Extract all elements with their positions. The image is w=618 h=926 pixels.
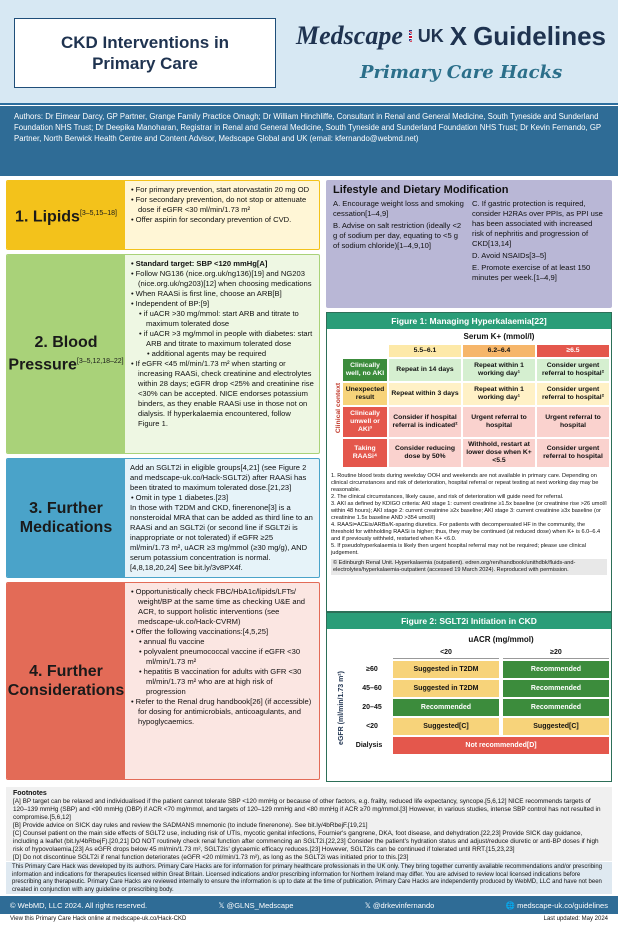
figure-1-hyperkalaemia — [326, 312, 612, 612]
egfr-label: eGFR (ml/min/1.73 m²) — [337, 671, 345, 745]
meds-content — [125, 459, 319, 577]
list-item: • if uACR >30 mg/mmol: start ARB and titrate to maximum tolerated dose — [146, 309, 314, 329]
lifestyle-item: B. Advise on salt restriction (ideally <2 g of sodium per day, equating to <5 g of sodium chloride)[1–4,9,10] — [333, 221, 462, 250]
logo-x: X — [449, 20, 468, 51]
table-cell: Repeat within 3 days — [389, 383, 461, 405]
section-further-medications — [6, 458, 320, 578]
header — [0, 0, 618, 105]
credit: © Edinburgh Renal Unit. Hyperkalaemia (outpatient). edren.org/ren/handbook/unithdbk/fluids-and-electrolytes/hyperkalaemia-outpatient (accessed 19 March 2024). Reproduced with permission. — [331, 559, 607, 575]
section-lipids — [6, 180, 320, 250]
table-cell: Consider urgent referral to hospital² — [537, 383, 609, 405]
table-cell: Suggested[C] — [393, 718, 499, 735]
row-label: Clinically well, no AKI — [343, 359, 387, 381]
col-header: ≥20 — [503, 647, 609, 659]
note: 1. Routine blood tests during weekday OOH and weekends are not available in primary care. Depending on clinical circumstances and risk of deterioration, hospital referral or repeat testing at next working day may be reasonable. — [331, 473, 599, 493]
footnote: [B] Provide advice on SICK day rules and review the SADMANS mnemonic (to include finerenone). See bit.ly/4bRbejF.[19,21] — [13, 822, 368, 829]
lifestyle-item: E. Promote exercise of at least 150 minutes per week.[1–4,9] — [472, 263, 591, 282]
list-item: • Independent of BP:[9] — [138, 299, 314, 309]
uacr-header: uACR (mg/mmol) — [468, 634, 534, 644]
bp-label: 2. Blood Pressure[3–5,12,18–22] — [7, 255, 125, 453]
row-label: Unexpected result — [343, 383, 387, 405]
title-line-1: CKD Interventions in — [60, 33, 230, 52]
table-cell: Repeat in 14 days — [389, 359, 461, 381]
meds-label: 3. Further Medications — [7, 459, 125, 577]
last-updated: Last updated: May 2024 — [543, 916, 608, 922]
lifestyle-item: A. Encourage weight loss and smoking cessation[1–4,9] — [333, 199, 464, 218]
list-item: • If eGFR <45 ml/min/1.73 m² when starting or increasing RAASi, check creatinine and electrolytes within 28 days; eGFR drop <25% and creatinine rise <30% can be accepted. NICE endorses potassium binders, as they enable RAASi use in those not on dialysis. If hyperkalaemia encountered, follow Figure 1. — [138, 359, 314, 429]
meds-paragraph-1: Add an SGLT2i in eligible groups[4,21] (see Figure 2 and medscape-uk.co/Hack-SGLT2i) after RAASi has been titrated to maximum tolerated dose.[21,23] — [130, 463, 307, 492]
meds-paragraph-2: In those with T2DM and CKD, finerenone[3] is a nonsteroidal MRA that can be added as third line to an RAASi and an SGLT2i (or second line if SGLT2i is inappropriate or not tolerated) if eGFR ≥25 ml/min/1.73 m², uACR ≥3 mg/mmol (≥30 mg/g), AND serum potassium concentration is normal.[4,8,18,20,24] See bit.ly/3v8PX4f. — [130, 503, 313, 572]
footer — [0, 914, 618, 926]
footnotes — [6, 787, 612, 861]
clinical-context-label: Clinical context — [335, 382, 342, 434]
twitter-link-2[interactable]: 𝕏 @drkevinfernando — [364, 900, 435, 910]
table-cell: Consider urgent referral to hospital — [537, 439, 609, 467]
note: 3. AKI as defined by KDIGO criteria: AKI stage 1: current creatinine ≥1.5x baseline (or creatinine rise >26 umol/l within 48 hours); AKI stage 2: current creatinine ≥2x baseline; AKI stage 3: current creatinine ≥3x baseline (or creatinine 1.5x baseline AND >354 umol/l) — [331, 501, 607, 521]
title-line-2: Primary Care — [92, 54, 198, 73]
table-cell: Repeat within 1 working day¹ — [463, 359, 535, 381]
logo-medscape: Medscape — [296, 21, 403, 50]
uk-flag-icon — [409, 30, 412, 42]
row-label: 45–60 — [362, 685, 382, 692]
list-item: • Refer to the Renal drug handbook[26] (if accessible) for dosing for antimicrobials, anticoagulants, and hypoglycaemics. — [138, 697, 314, 727]
table-cell: Consider urgent referral to hospital² — [537, 359, 609, 381]
note: 5. If pseudohyperkalaemia is likely then urgent hospital referral may not be required; please use clinical judgement. — [331, 543, 586, 556]
list-item: • hepatitis B vaccination for adults with GFR <30 ml/min/1.73 m² who are at high risk of progression — [146, 667, 314, 697]
list-item: • polyvalent pneumococcal vaccine if eGFR <30 ml/min/1.73 m² — [146, 647, 314, 667]
row-label: Dialysis — [355, 742, 383, 749]
table-cell: Recommended — [503, 661, 609, 678]
copyright: © WebMD, LLC 2024. All rights reserved. — [10, 900, 148, 910]
figure-2-title: Figure 2: SGLT2i Initiation in CKD — [327, 613, 611, 629]
lifestyle-box — [326, 180, 612, 308]
authors-bar: Authors: Dr Eimear Darcy, GP Partner, Grange Family Practice Omagh; Dr William Hinchliffe, Consultant in Renal and General Medicine, South Tyneside and Sunderland Foundation NHS Trust; Dr Deepika Manoharan, Registrar in Renal and General Medicine, South Tyneside and Sunderland Foundation NHS Trust; Dr Kevin Fernando, GP Partner, North Berwick Health Centre and Content Advisor, Medscape Global and UK (email: kfernando@webmd.net) — [0, 106, 618, 176]
section-blood-pressure — [6, 254, 320, 454]
table-cell: Suggested in T2DM — [393, 661, 499, 678]
list-item: • if uACR >3 mg/mmol in people with diabetes: start ARB and titrate to maximum tolerated dose — [146, 329, 314, 349]
row-label: <20 — [366, 723, 378, 730]
list-item: • annual flu vaccine — [146, 637, 314, 647]
cons-content — [125, 583, 319, 779]
lipids-content — [125, 181, 319, 249]
col-header: <20 — [393, 647, 499, 659]
row-label: ≥60 — [366, 666, 378, 673]
row-label: Clinically unwell or AKI³ — [343, 407, 387, 437]
section-further-considerations — [6, 582, 320, 780]
table-cell: Withhold, restart at lower dose when K+ <5.5 — [463, 439, 535, 467]
table-cell: Recommended — [393, 699, 499, 716]
note: 2. The clinical circumstances, likely cause, and risk of deterioration will guide need for referral. — [331, 494, 564, 500]
list-item: • When RAASi is first line, choose an ARB[B] — [138, 289, 314, 299]
row-label: Taking RAASi⁴ — [343, 439, 387, 467]
lifestyle-item: C. If gastric protection is required, consider H2RAs over PPIs, as PPI use has been associated with increased risk of nephritis and progression of CKD[13,14] — [472, 199, 603, 248]
disclaimer: This Primary Care Hack was developed by its authors. Primary Care Hacks are for information for primary healthcare professionals in the UK only. They bring together currently available recommendations and/or prescribing information and indications for therapeutics licensed within Great Britain. Licensed indications and/or prescribing information for Northern Ireland may differ. You are advised to review local licensed indications before prescribing any therapeutic. Primary Care Hacks are reviewed internally to ensure the information is up to date at the time of publication. Primary Care Hacks are independently produced by WebMD, LLC and have not been created in conjunction with any guideline or prescribing body. — [6, 862, 612, 894]
list-item: • Standard target: SBP <120 mmHg[A] — [138, 259, 314, 269]
list-item: • Omit in type 1 diabetes.[23] — [138, 493, 314, 503]
list-item: • For primary prevention, start atorvastatin 20 mg OD — [138, 185, 314, 195]
online-link[interactable]: View this Primary Care Hack online at medscape-uk.co/Hack-CKD — [10, 916, 187, 922]
logo-guidelines: Guidelines — [473, 20, 606, 51]
footnote: [A] BP target can be relaxed and individualised if the patient cannot tolerate SBP <120 mmHg or because of other factors, e.g. frailty, reduced life expectancy, syncope.[5,6,12] NICE recommends targets of 120–139 mmHg (SBP) and <90 mmHg (DBP) if ACR <70 mg/mmol, and targets of 120–129 mmHg and <80 mmHg if ACR ≥70 mg/mmol.[3] However, in various studies, intense SBP control has not resulted in compromise.[5,6,12] — [13, 798, 601, 821]
subtitle: Primary Care Hacks — [360, 62, 563, 83]
globe-icon: 🌐 — [505, 900, 518, 910]
table-cell: Recommended — [503, 699, 609, 716]
lipids-label: 1. Lipids[3–5,15–18] — [7, 181, 125, 249]
footnotes-title: Footnotes — [13, 790, 47, 797]
list-item: • Offer the following vaccinations:[4,5,25] — [138, 627, 314, 637]
table-cell: Suggested in T2DM — [393, 680, 499, 697]
website-link[interactable]: 🌐 medscape-uk.co/guidelines — [505, 900, 608, 910]
table-cell: Recommended — [503, 680, 609, 697]
list-item: • Opportunistically check FBC/HbA1c/lipids/LFTs/ weight/BP at the same time as checking U&E and ACR, to support holistic interventions (see medscape-uk.co/Hack-CVRM) — [138, 587, 314, 627]
col-header: 5.5–6.1 — [389, 345, 461, 357]
page-title — [14, 18, 276, 88]
table-cell: Consider if hospital referral is indicated² — [389, 407, 461, 437]
table-cell: Not recommended[D] — [393, 737, 609, 754]
x-icon: 𝕏 — [364, 900, 373, 910]
footnote: [D] Do not discontinue SGLT2i if renal function deteriorates (eGFR <20 ml/min/1.73 m²), as long as the SGLT2i was initiated prior to this.[23] — [13, 854, 409, 861]
col-header: 6.2–6.4 — [463, 345, 535, 357]
table-cell: Repeat within 1 working day¹ — [463, 383, 535, 405]
serum-header: Serum K+ (mmol/l) — [463, 332, 535, 341]
bp-content — [125, 255, 319, 453]
table-cell: Urgent referral to hospital — [537, 407, 609, 437]
table-cell: Suggested[C] — [503, 718, 609, 735]
table-cell: Urgent referral to hospital — [463, 407, 535, 437]
list-item: • additional agents may be required — [154, 349, 314, 359]
lifestyle-title: Lifestyle and Dietary Modification — [333, 184, 509, 196]
lifestyle-item: D. Avoid NSAIDs[3–5] — [472, 251, 547, 260]
bottom-bar — [0, 896, 618, 914]
twitter-link-1[interactable]: 𝕏 @GLNS_Medscape — [218, 900, 294, 910]
list-item: • Follow NG136 (nice.org.uk/ng136)[19] and NG203 (nice.org.uk/ng203)[12] when choosing medications — [138, 269, 314, 289]
cons-label: 4. Further Considerations — [7, 583, 125, 779]
row-label: 20–45 — [362, 704, 382, 711]
figure-1-notes — [331, 473, 607, 575]
list-item: • For secondary prevention, do not stop or attenuate dose if eGFR <30 ml/min/1.73 m² — [138, 195, 314, 215]
col-header: ≥6.5 — [537, 345, 609, 357]
medscape-logo — [296, 16, 606, 56]
note: 4. RAASi=ACEis/ARBs/K-sparing diuretics. For patients with decompensated HF in the community, the threshold for withholding RAASi is higher; thus, they may be continued (at reduced dose) when K+ is 6.0–6.4 and if previously withheld, restarted when K+ <6.0. — [331, 522, 601, 542]
table-cell: Consider reducing dose by 50% — [389, 439, 461, 467]
figure-2-sglt2i — [326, 612, 612, 782]
logo-uk: UK — [417, 25, 444, 46]
list-item: • Offer aspirin for secondary prevention of CVD. — [138, 215, 314, 225]
x-icon: 𝕏 — [218, 900, 227, 910]
footnote: [C] Counsel patient on the main side effects of SGLT2 use, including risk of UTIs, mycotic genital infections, Fournier's gangrene, DKA, foot disease, and dehydration.[22,23] Provide SICK day guidance, including a leaflet (bit.ly/4bRbejF).[20,21] DO NOT routinely check renal function after commencing an SGLT2i.[22,23] Consider the patient's hydration status and adjust/reduce diuretic or anti-BP doses if high risk of hypovolaemia.[23] As eGFR drops below 45 ml/min/1.73 m², SGLT2is' glycaemic efficacy reduces.[23] However, SGLT2is can be continued if tolerated until RRT.[15,23,23] — [13, 830, 599, 853]
figure-1-title: Figure 1: Managing Hyperkalaemia[22] — [327, 313, 611, 329]
